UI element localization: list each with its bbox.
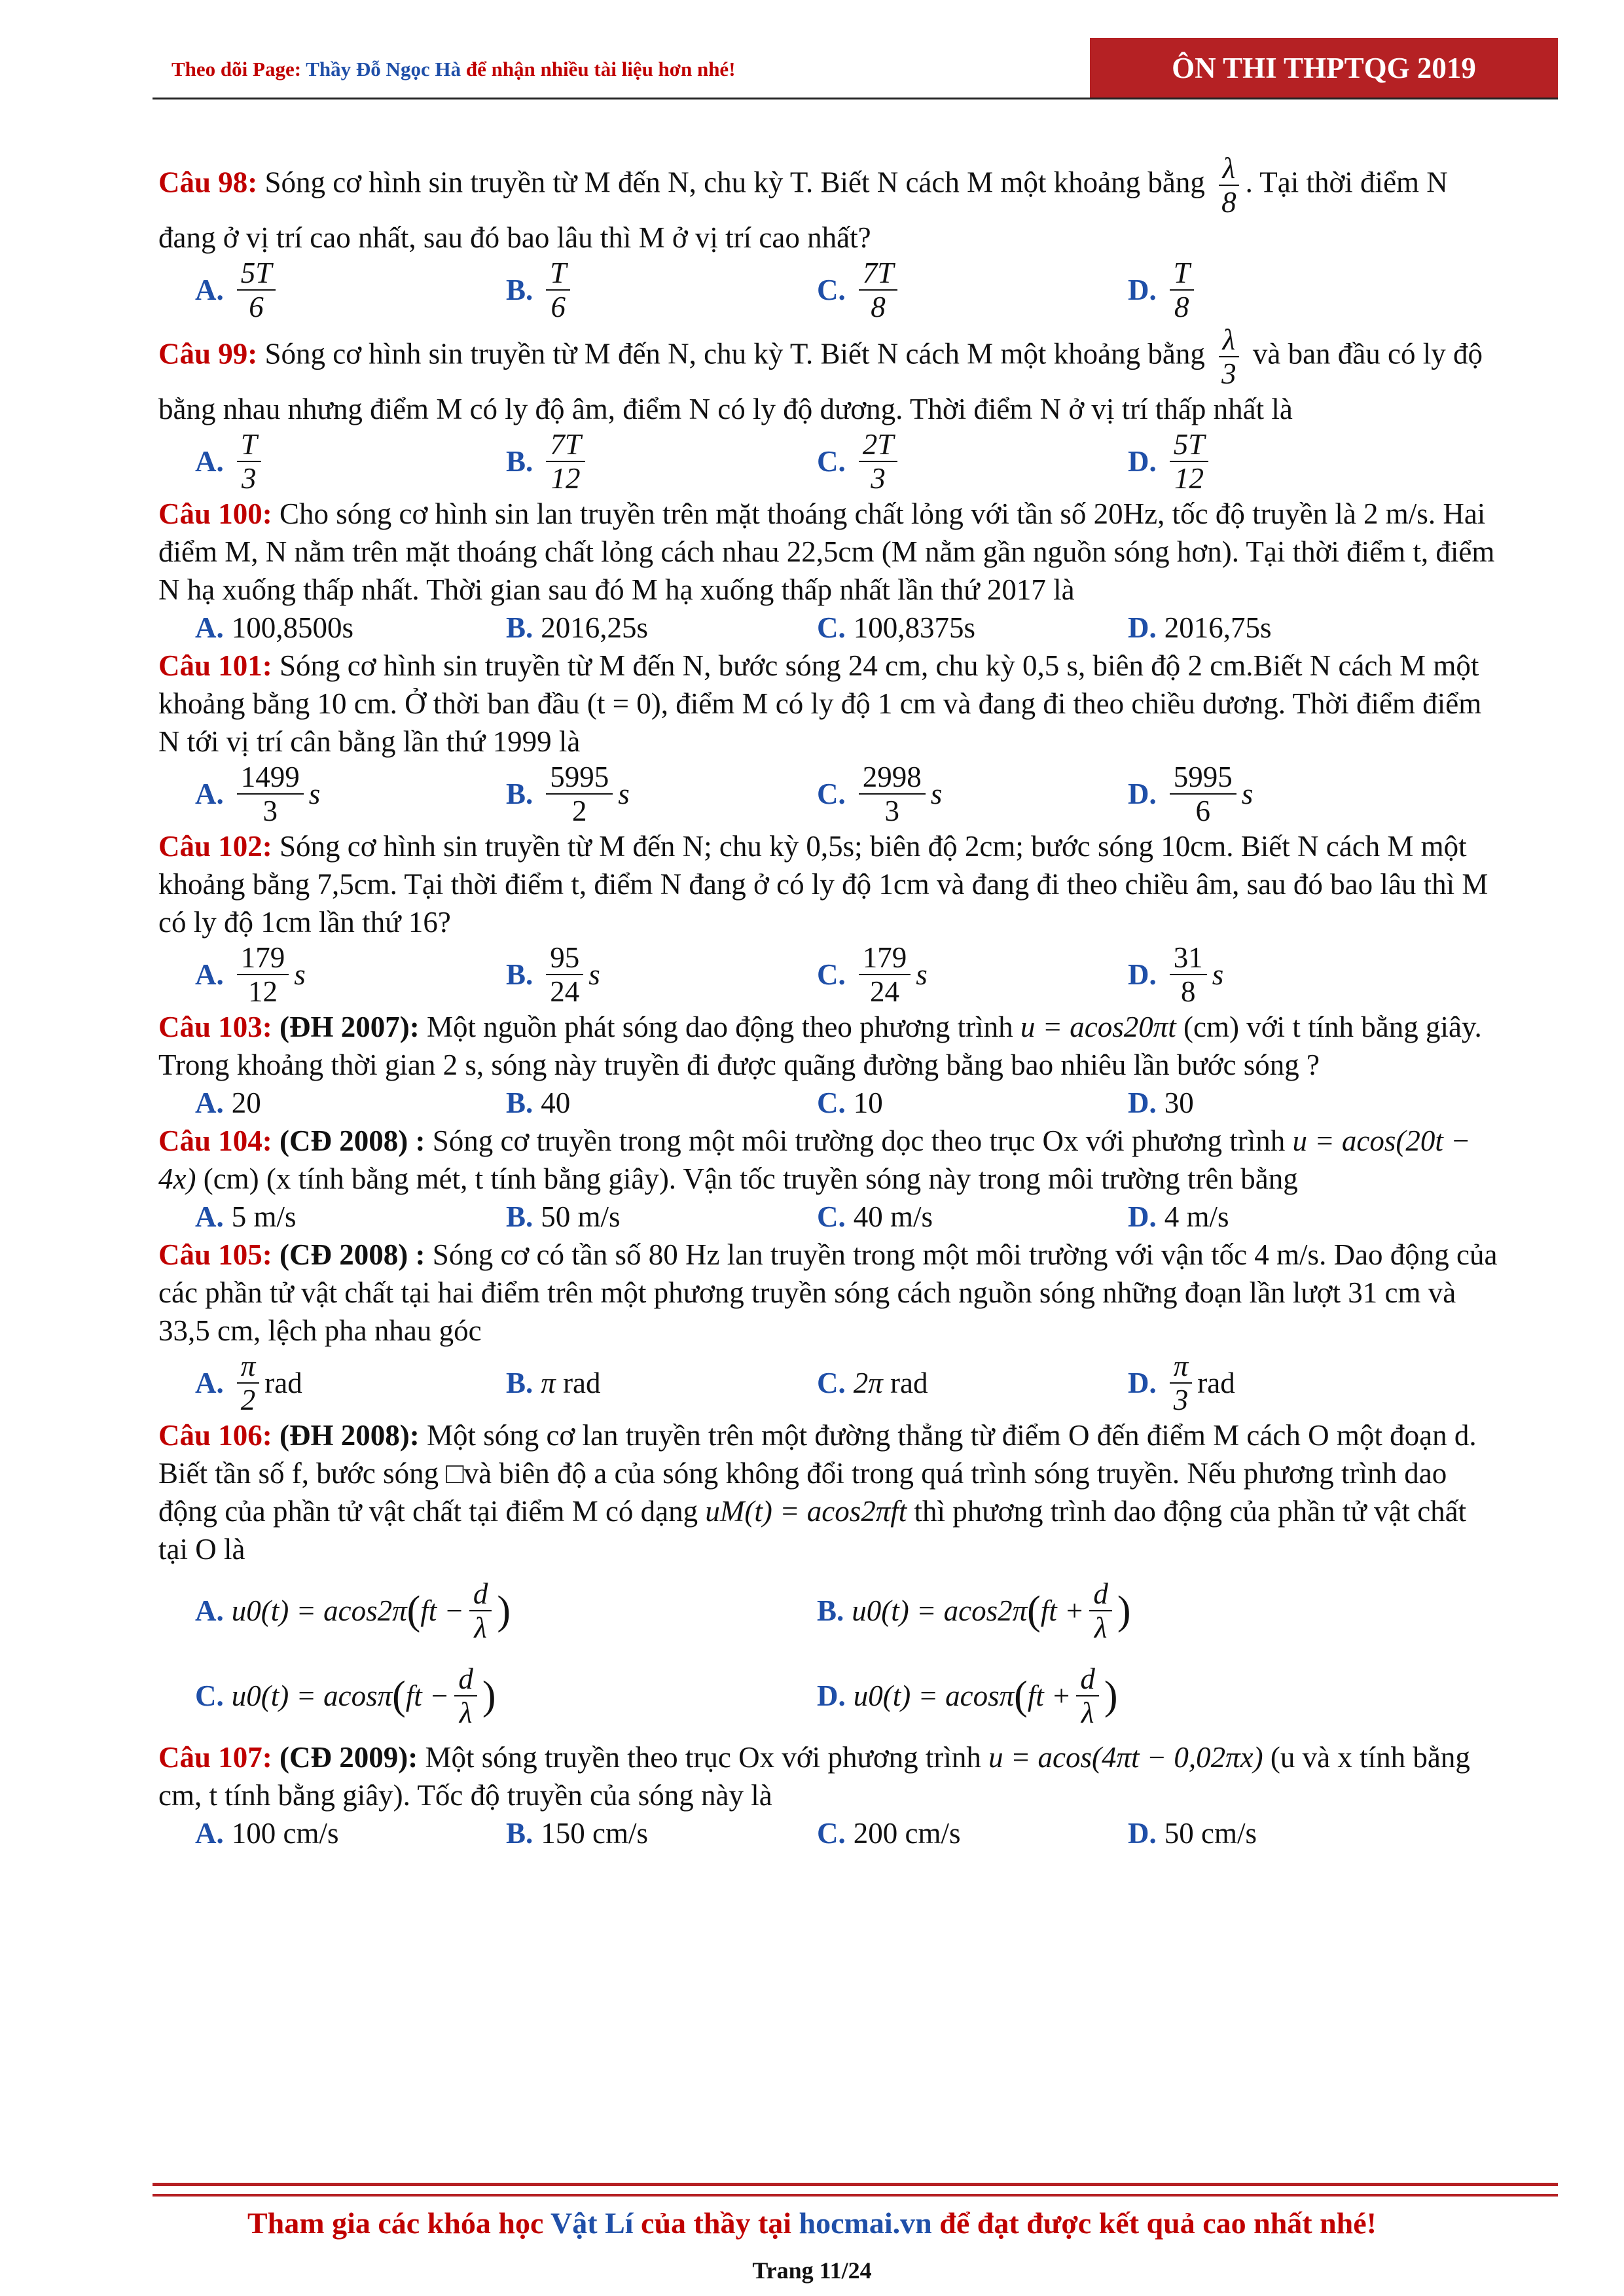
option-b[interactable]: B. 40 [506, 1086, 571, 1119]
option-d[interactable]: D. 50 cm/s [1128, 1817, 1257, 1850]
question-101: Câu 101: Sóng cơ hình sin truyền từ M đến N, bước sóng 24 cm, chu kỳ 0,5 s, biên độ 2 cm.Biết N cách M một khoảng bằng 10 cm. Ở thời ban đầu (t = 0), điểm M có ly độ 1 cm và đang đi theo chiều dương. Thời điểm điểm N tới vị trí cân bằng lần thứ 1999 là [158, 649, 1482, 758]
question-106: Câu 106: (ĐH 2008): Một sóng cơ lan truyền trên một đường thẳng từ điểm O đến điểm M cách O một đoạn d. Biết tần số f, bước sóng □và biên độ a của sóng không đổi trong quá trình sóng truyền. Nếu phương trình dao động của phần tử vật chất tại điểm M có dạng uM(t) = acos2πft thì phương trình dao động của phần tử vật chất tại O là [158, 1419, 1477, 1566]
formula: u = acos20πt [1020, 1011, 1176, 1043]
option-a[interactable]: A. 5 m/s [195, 1200, 297, 1233]
option-d[interactable]: D. $\frac{T}{8}$ [1128, 257, 1439, 323]
site-link[interactable]: hocmai.vn [799, 2206, 932, 2240]
fraction: $\frac{\lambda}{8}$ [1218, 152, 1240, 219]
question-103: Câu 103: (ĐH 2007): Một nguồn phát sóng dao động theo phương trình u = acos20πt (cm) với t tính bằng giây. Trong khoảng thời gian 2 s, sóng này truyền đi được quãng đường bằng bao nhiêu lần bước sóng ? [158, 1011, 1482, 1081]
options-107 [158, 1814, 1500, 1852]
question-99: Câu 99: Sóng cơ hình sin truyền từ M đến N, chu kỳ T. Biết N cách M một khoảng bằng $\frac{\lambda}{3}$ và ban đầu có ly độ bằng nhau nhưng điểm M có ly độ âm, điểm N có ly độ dương. Thời điểm N ở vị trí thấp nhất là [158, 323, 1483, 425]
formula: uM(t) = acos2πft [705, 1495, 907, 1528]
options-100 [158, 609, 1500, 647]
option-b[interactable]: B. $\frac{T}{6}$ [506, 257, 817, 323]
option-b[interactable]: B. $\frac{95}{24}$ s [506, 941, 600, 1008]
header-divider [153, 98, 1558, 99]
option-c[interactable]: C. 2π rad [817, 1367, 928, 1399]
question-98: Câu 98: Sóng cơ hình sin truyền từ M đến N, chu kỳ T. Biết N cách M một khoảng bằng $\frac{\lambda}{8}$ . Tại thời điểm N đang ở vị trí cao nhất, sau đó bao lâu thì M ở vị trí cao nhất? [158, 152, 1448, 254]
options-106-row2 [158, 1653, 1500, 1738]
missing-glyph: □ [446, 1457, 464, 1490]
footer-divider [153, 2183, 1558, 2197]
option-d[interactable]: D. u0(t) = acosπ ( ft + $\frac{d}{\lambda}$ ) [817, 1662, 1118, 1729]
option-c[interactable]: C. $\frac{2998}{3}$ s [817, 761, 943, 827]
option-b[interactable]: B. $\frac{7T}{12}$ [506, 428, 817, 495]
option-c[interactable]: C. $\frac{2T}{3}$ [817, 428, 1128, 495]
options-102 [158, 941, 1500, 1008]
option-a[interactable]: A. $\frac{T}{3}$ [195, 428, 506, 495]
question-100: Câu 100: Cho sóng cơ hình sin lan truyền trên mặt thoáng chất lỏng với tần số 20Hz, tốc độ truyền là 2 m/s. Hai điểm M, N nằm trên mặt thoáng chất lỏng cách nhau 22,5cm (M nằm gần nguồn sóng hơn). Tại thời điểm t, điểm N hạ xuống thấp nhất. Thời gian sau đó M hạ xuống thấp nhất lần thứ 2017 là [158, 497, 1495, 606]
question-102: Câu 102: Sóng cơ hình sin truyền từ M đến N; chu kỳ 0,5s; biên độ 2cm; bước sóng 10cm. Biết N cách M một khoảng bằng 7,5cm. Tại thời điểm t, điểm N đang ở có ly độ 1cm và đang đi theo chiều âm, sau đó bao lâu thì M có ly độ 1cm lần thứ 16? [158, 830, 1489, 939]
question-104: Câu 104: (CĐ 2008) : Sóng cơ truyền trong một môi trường dọc theo trục Ox với phương trình u = acos(20t − 4x) (cm) (x tính bằng mét, t tính bằng giây). Vận tốc truyền sóng này trong môi trường trên bằng [158, 1124, 1471, 1195]
option-b[interactable]: B. 50 m/s [506, 1200, 621, 1233]
option-a[interactable]: A. 20 [195, 1086, 261, 1119]
question-107: Câu 107: (CĐ 2009): Một sóng truyền theo trục Ox với phương trình u = acos(4πt − 0,02πx) (u và x tính bằng cm, t tính bằng giây). Tốc độ truyền của sóng này là [158, 1741, 1470, 1812]
option-d[interactable]: D. 2016,75s [1128, 611, 1272, 644]
option-d[interactable]: D. 4 m/s [1128, 1200, 1229, 1233]
option-b[interactable]: B. 2016,25s [506, 611, 649, 644]
option-a[interactable]: A. $\frac{179}{12}$ s [195, 941, 306, 1008]
option-a[interactable]: A. 100,8500s [195, 611, 354, 644]
option-d[interactable]: D. $\frac{5995}{6}$ s [1128, 761, 1254, 827]
option-a[interactable]: A. $\frac{5T}{6}$ [195, 257, 506, 323]
options-103 [158, 1084, 1500, 1122]
option-c[interactable]: C. $\frac{179}{24}$ s [817, 941, 928, 1008]
header-follow-text: Theo dõi Page: Thầy Đỗ Ngọc Hà để nhận nhiều tài liệu hơn nhé! [171, 58, 736, 81]
option-b[interactable]: B. π rad [506, 1367, 601, 1399]
question-105: Câu 105: (CĐ 2008) : Sóng cơ có tần số 80 Hz lan truyền trong một môi trường với vận tốc 4 m/s. Dao động của các phần tử vật chất tại hai điểm trên một phương truyền sóng cách nguồn sóng những đoạn lần lượt 31 cm và 33,5 cm, lệch pha nhau góc [158, 1238, 1498, 1347]
option-c[interactable]: C. u0(t) = acosπ ( ft − $\frac{d}{\lambda}$ ) [195, 1662, 496, 1729]
option-a[interactable]: A. $\frac{1499}{3}$ s [195, 761, 321, 827]
fraction: $\frac{\lambda}{3}$ [1218, 323, 1240, 390]
options-99 [158, 428, 1500, 495]
option-c[interactable]: C. 200 cm/s [817, 1817, 961, 1850]
exam-badge: ÔN THI THPTQG 2019 [1090, 38, 1558, 98]
option-b[interactable]: B. 150 cm/s [506, 1817, 649, 1850]
option-c[interactable]: C. 100,8375s [817, 611, 976, 644]
options-98 [158, 257, 1500, 323]
question-list [158, 152, 1500, 1852]
options-105 [158, 1350, 1500, 1416]
option-b[interactable]: B. u0(t) = acos2π ( ft + $\frac{d}{\lambda}$ ) [817, 1577, 1131, 1644]
option-d[interactable]: D. 30 [1128, 1086, 1194, 1119]
teacher-name: Thầy Đỗ Ngọc Hà [306, 58, 461, 81]
option-c[interactable]: C. 40 m/s [817, 1200, 933, 1233]
option-a[interactable]: A. $\frac{\pi}{2}$ rad [195, 1350, 302, 1416]
options-101 [158, 761, 1500, 827]
options-104 [158, 1198, 1500, 1236]
option-c[interactable]: C. 10 [817, 1086, 883, 1119]
option-c[interactable]: C. $\frac{7T}{8}$ [817, 257, 1128, 323]
options-106-row1 [158, 1568, 1500, 1653]
page-number: Trang 11/24 [752, 2257, 872, 2284]
formula: u = acos(20t − 4x) [158, 1124, 1471, 1195]
option-a[interactable]: A. u0(t) = acos2π ( ft − $\frac{d}{\lambda}$ ) [195, 1577, 511, 1644]
footer-promo: Tham gia các khóa học Vật Lí của thầy tại hocmai.vn để đạt được kết quả cao nhất nhé! [247, 2206, 1377, 2240]
option-d[interactable]: D. $\frac{31}{8}$ s [1128, 941, 1224, 1008]
option-b[interactable]: B. $\frac{5995}{2}$ s [506, 761, 630, 827]
option-a[interactable]: A. 100 cm/s [195, 1817, 339, 1850]
formula: u = acos(4πt − 0,02πx) [988, 1741, 1263, 1774]
option-d[interactable]: D. $\frac{\pi}{3}$ rad [1128, 1350, 1235, 1416]
option-d[interactable]: D. $\frac{5T}{12}$ [1128, 428, 1439, 495]
